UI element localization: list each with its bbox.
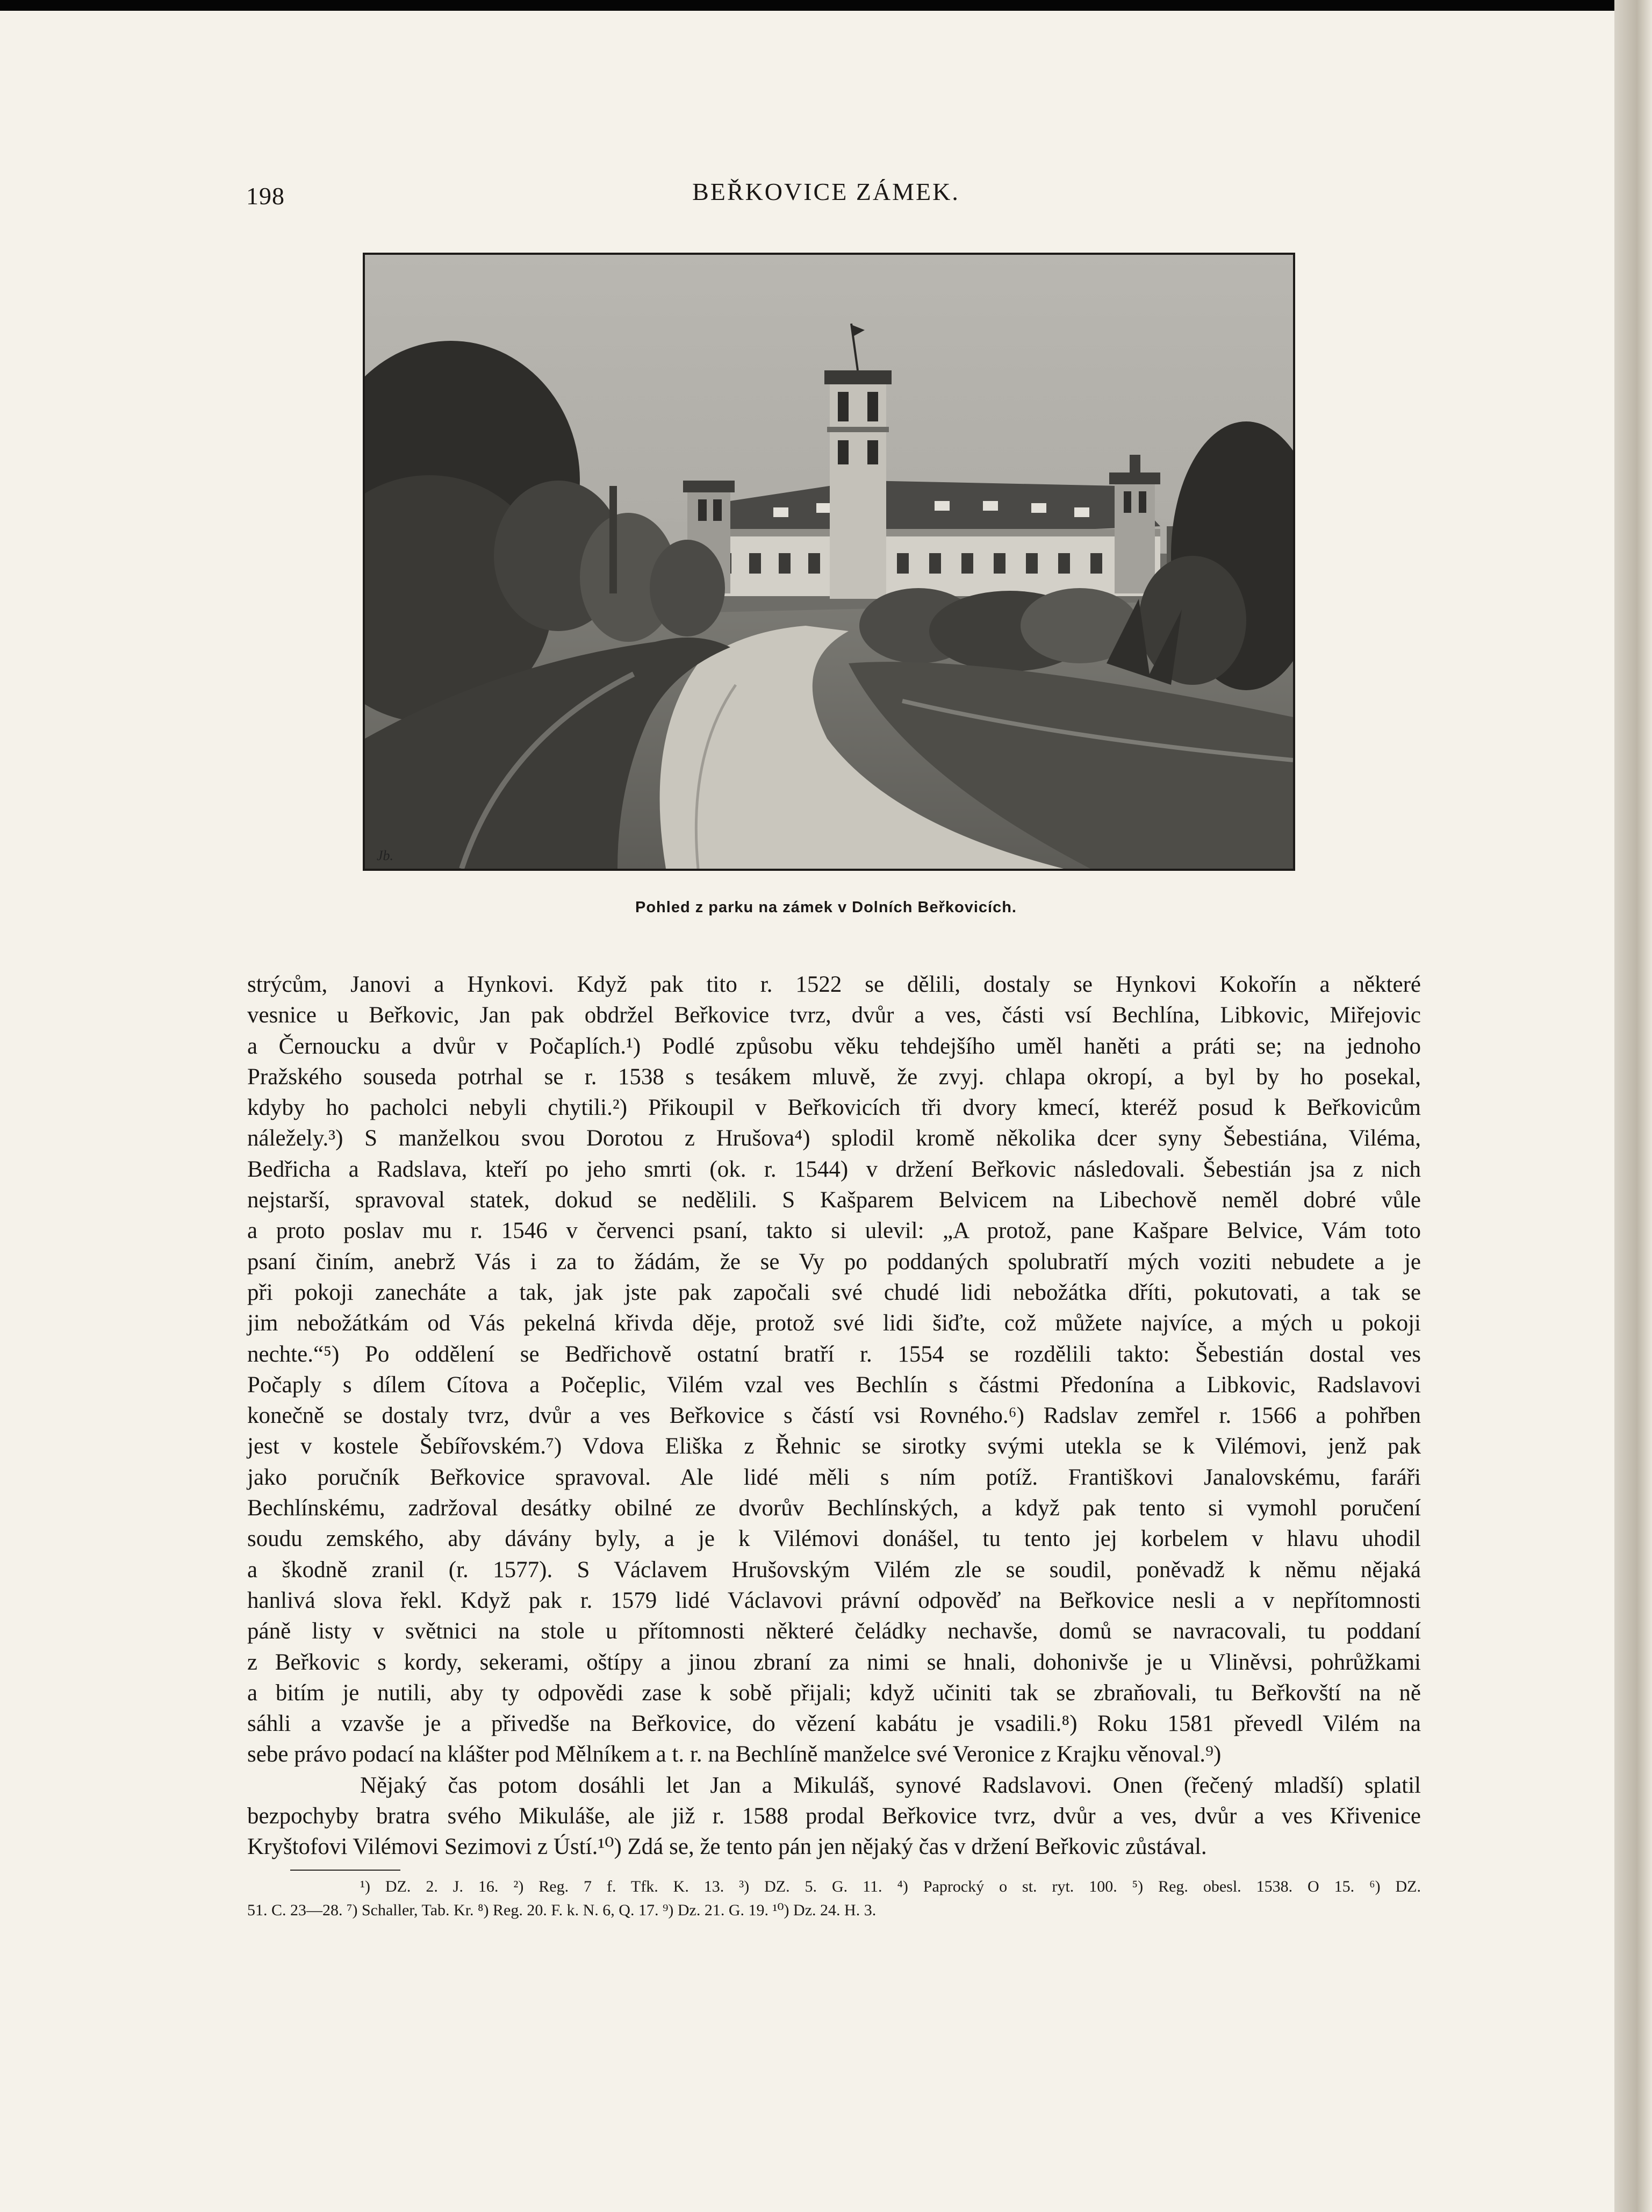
- castle-engraving: [365, 255, 1293, 869]
- body-line: při pokoji zanecháte a tak, jak jste pak započali své chudé lidi nebožátka dříti, pokutovati, a tak se: [247, 1279, 1421, 1305]
- body-line: náležely.³) S manželkou svou Dorotou z Hrušova⁴) splodil kromě několika dcer syny Šebestiána, Viléma,: [247, 1126, 1421, 1151]
- body-line: psaní činím, anebrž Vás i za to žádám, že se Vy po poddaných spolubratří mých voziti nebudete a je: [247, 1249, 1421, 1275]
- footnotes: [247, 1875, 1421, 1922]
- scan-top-border: [0, 0, 1652, 11]
- body-line: Počaply s dílem Cítova a Počeplic, Vilém vzal ves Bechlín s částmi Předonína a Libkovic, Radslavovi: [247, 1372, 1421, 1398]
- body-line: bezpochyby bratra svého Mikuláše, ale již r. 1588 prodal Beřkovice tvrz, dvůr a ves, dvůr a ves Křivenice: [247, 1803, 1421, 1829]
- body-line: sáhli a vzavše je a přivedše na Beřkovice, do vězení kabátu je vsadili.⁸) Roku 1581 převedl Vilém na: [247, 1711, 1421, 1737]
- body-line: nechte.“⁵) Po oddělení se Bedřichově ostatní bratří r. 1554 se rozdělili takto: Šebestián dostal ves: [247, 1341, 1421, 1367]
- body-line: strýcům, Janovi a Hynkovi. Když pak tito r. 1522 se dělili, dostaly se Hynkovi Kokořín a některé: [247, 972, 1421, 997]
- body-line: Nějaký čas potom dosáhli let Jan a Mikuláš, synové Radslavovi. Onen (řečený mladší) splatil: [360, 1772, 1421, 1798]
- body-line: konečně se dostaly tvrz, dvůr a ves Beřkovice s částí vsi Rovného.⁶) Radslav zemřel r. 1566 a pohřben: [247, 1403, 1421, 1429]
- body-line: vesnice u Beřkovic, Jan pak obdržel Beřkovice tvrz, dvůr a ves, části vsí Bechlína, Libkovic, Miřejovic: [247, 1003, 1421, 1028]
- footnote-line: ¹) DZ. 2. J. 16. ²) Reg. 7 f. Tfk. K. 13. ³) DZ. 5. G. 11. ⁴) Paprocký o st. ryt. 100. ⁵) Reg. obesl. 1538. O 15. ⁶) DZ.: [360, 1878, 1421, 1895]
- body-line: kdyby ho pacholci nebyli chytili.²) Přikoupil v Beřkovicích tři dvory kmecí, kteréž posud k Beřkovicům: [247, 1095, 1421, 1121]
- body-text: [247, 969, 1421, 1863]
- page-number: 198: [246, 182, 285, 210]
- body-line: hanlivá slova řekl. Když pak r. 1579 lidé Václavovi právní odpověď na Beřkovice nesli a v nepřítomnosti: [247, 1587, 1421, 1613]
- body-line: jim nebožátkám od Vás pekelná křivda děje, protož své lidi šiďte, což můžete najvíce, a mých u pokoji: [247, 1311, 1421, 1336]
- footnote-rule: [290, 1870, 400, 1871]
- scan-page-edge: [1614, 0, 1652, 2212]
- figure-caption: Pohled z parku na zámek v Dolních Beřkovicích.: [635, 899, 1017, 916]
- body-line: z Beřkovic s kordy, sekerami, oštípy a jinou zbraní za nimi se hnali, dohonivše je u Vliněvsi, pohrůžkami: [247, 1649, 1421, 1675]
- body-line: jako poručník Beřkovice spravoval. Ale lidé měli s ním potíž. Františkovi Janalovskému, faráři: [247, 1464, 1421, 1490]
- body-line: a bitím je nutili, aby ty odpovědi zase k sobě přijali; když učiniti tak se zbraňovali, tu Beřkovští na ně: [247, 1680, 1421, 1706]
- body-line: Bedřicha a Radslava, kteří po jeho smrti (ok. r. 1544) v držení Beřkovic následovali. Šebestián jsa z nich: [247, 1156, 1421, 1182]
- body-line: sebe právo podací na klášter pod Mělníkem a t. r. na Bechlíně manželce své Veronice z Krajku věnoval.⁹): [247, 1742, 1222, 1767]
- body-line: a proto poslav mu r. 1546 v červenci psaní, takto si ulevil: „A protož, pane Kašpare Belvice, Vám toto: [247, 1218, 1421, 1244]
- body-line: Kryštofovi Vilémovi Sezimovi z Ústí.¹⁰) Zdá se, že tento pán jen nějaký čas v držení Beřkovic zůstával.: [247, 1834, 1207, 1860]
- body-line: soudu zemského, aby dávány byly, a je k Vilémovi donášel, tu tento jej korbelem v hlavu uhodil: [247, 1526, 1421, 1552]
- castle-illustration: [363, 253, 1295, 871]
- body-line: a Černoucku a dvůr v Počaplích.¹) Podlé způsobu věku tehdejšího uměl haněti a práti se; na jednoho: [247, 1033, 1421, 1059]
- body-line: Bechlínskému, zadržoval desátky obilné ze dvorův Bechlínských, a když pak tento si vymohl poručení: [247, 1495, 1421, 1521]
- body-line: jest v kostele Šebířovském.⁷) Vdova Eliška z Řehnic se sirotky svými utekla se k Vilémovi, jenž pak: [247, 1434, 1421, 1459]
- body-line: nejstarší, spravoval statek, dokud se nedělili. S Kašparem Belvicem na Libechově neměl dobré vůle: [247, 1187, 1421, 1213]
- body-line: páně listy v světnici na stole u přítomnosti některé čeládky nechavše, domů se navracovali, tu poddaní: [247, 1619, 1421, 1644]
- engraver-signature: Jb.: [377, 848, 394, 863]
- body-line: a škodně zranil (r. 1577). S Václavem Hrušovským Vilém zle se soudil, poněvadž k němu nějaká: [247, 1557, 1421, 1583]
- body-line: Pražského souseda potrhal se r. 1538 s tesákem mluvě, že zvyj. chlapa okropí, a byl by ho posekal,: [247, 1064, 1421, 1090]
- running-head: BEŘKOVICE ZÁMEK.: [692, 178, 960, 205]
- footnote-line: 51. C. 23—28. ⁷) Schaller, Tab. Kr. ⁸) Reg. 20. F. k. N. 6, Q. 17. ⁹) Dz. 21. G. 19. ¹⁰) Dz. 24. H. 3.: [247, 1901, 877, 1919]
